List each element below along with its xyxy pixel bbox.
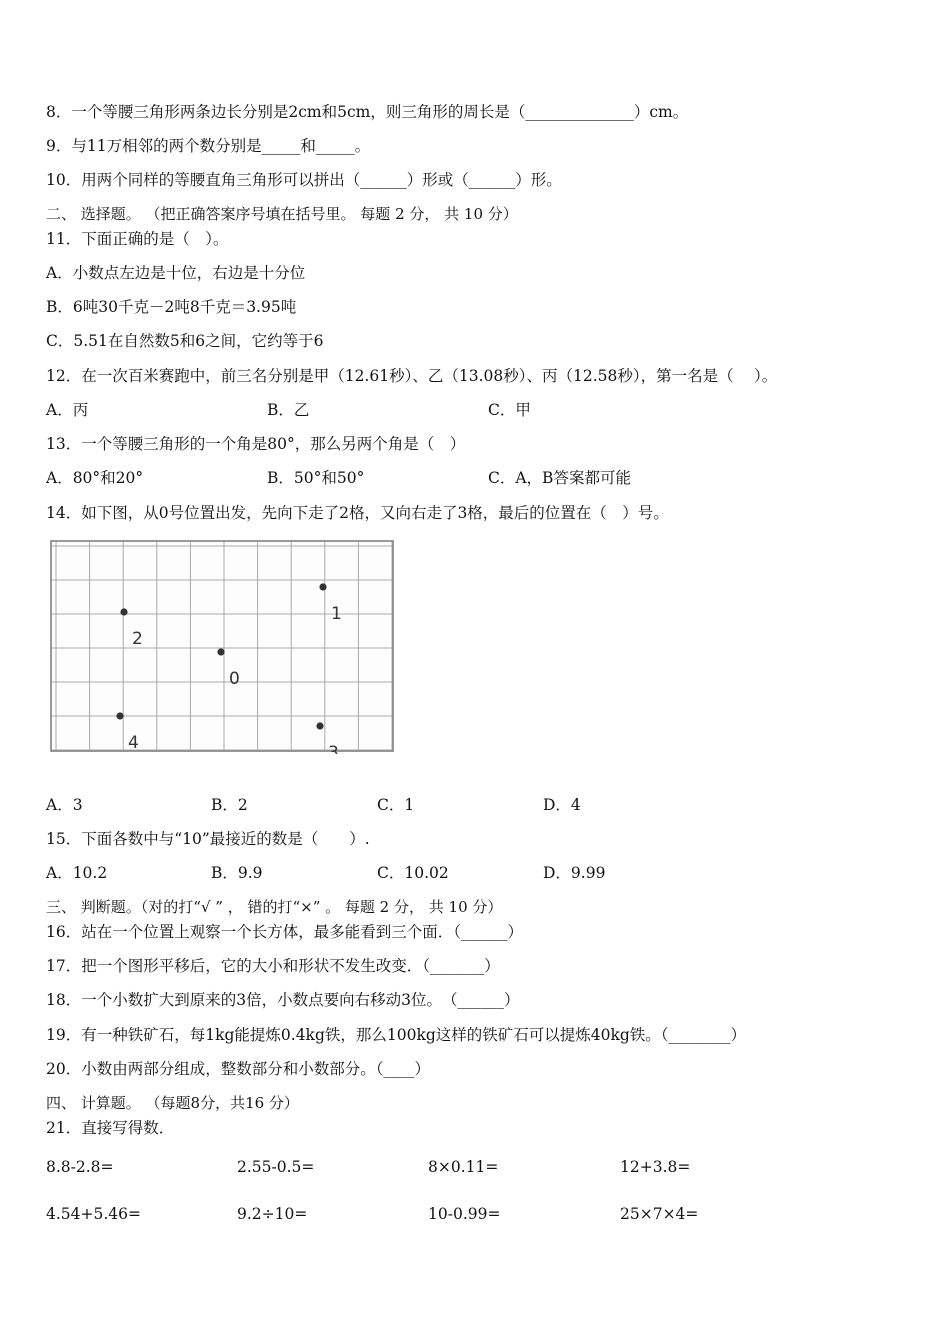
question-14-option-c: C．1 — [377, 796, 415, 814]
question-15-option-c: C．10.02 — [377, 864, 449, 882]
question-13-option-c: C．A，B答案都可能 — [488, 469, 631, 487]
calc-2-1: 4.54+5.46= — [46, 1205, 141, 1223]
grid-point-label-2: 2 — [132, 629, 143, 649]
section-2-heading: 二、 选择题。 （把正确答案序号填在括号里。 每题 2 分， 共 10 分） — [46, 205, 518, 223]
question-13-option-a: A．80°和20° — [46, 469, 144, 487]
calc-1-1: 8.8-2.8= — [46, 1158, 114, 1176]
question-18: 18．一个小数扩大到原来的3倍，小数点要向右移动3位。 （______） — [46, 991, 520, 1009]
section-4-heading: 四、 计算题。 （每题8分，共16 分） — [46, 1094, 299, 1112]
question-14-option-d: D．4 — [543, 796, 581, 814]
calc-1-2: 2.55-0.5= — [237, 1158, 315, 1176]
calc-2-2: 9.2÷10= — [237, 1205, 308, 1223]
question-13: 13．一个等腰三角形的一个角是80°，那么另两个角是（ ） — [46, 435, 466, 453]
grid-point-label-0: 0 — [229, 669, 240, 689]
question-12-option-a: A．丙 — [46, 401, 89, 419]
grid-point-label-3: 3 — [328, 743, 339, 754]
question-14-option-b: B．2 — [211, 796, 248, 814]
calc-2-4: 25×7×4= — [620, 1205, 699, 1223]
question-21: 21．直接写得数． — [46, 1119, 175, 1137]
grid-point-0 — [217, 648, 224, 655]
question-9: 9．与11万相邻的两个数分别是_____和_____。 — [46, 137, 371, 155]
question-14: 14．如下图，从0号位置出发，先向下走了2格，又向右走了3格，最后的位置在（ ）号。 — [46, 504, 669, 522]
question-16: 16．站在一个位置上观察一个长方体，最多能看到三个面．（______） — [46, 923, 523, 941]
question-11-option-c: C．5.51在自然数5和6之间，它约等于6 — [46, 332, 324, 350]
grid-point-label-4: 4 — [128, 733, 139, 753]
calc-1-4: 12+3.8= — [620, 1158, 691, 1176]
question-12-option-b: B．乙 — [267, 401, 310, 419]
question-11: 11．下面正确的是（ ）。 — [46, 230, 229, 248]
question-15-option-b: B．9.9 — [211, 864, 263, 882]
question-19: 19．有一种铁矿石，每1kg能提炼0.4kg铁，那么100kg这样的铁矿石可以提炼40kg铁。（________） — [46, 1026, 747, 1044]
question-11-option-b: B．6吨30千克－2吨8千克＝3.95吨 — [46, 298, 297, 316]
calc-2-3: 10-0.99= — [428, 1205, 501, 1223]
grid-point-label-1: 1 — [331, 604, 342, 624]
question-11-option-a: A．小数点左边是十位，右边是十分位 — [46, 264, 306, 282]
calc-1-3: 8×0.11= — [428, 1158, 499, 1176]
question-8: 8．一个等腰三角形两条边长分别是2cm和5cm，则三角形的周长是（______________）cm。 — [46, 103, 689, 121]
section-3-heading: 三、 判断题。（对的打“√ ” ， 错的打“×” 。 每题 2 分， 共 10 分） — [46, 898, 503, 916]
grid-point-2 — [120, 608, 127, 615]
question-17: 17．把一个图形平移后，它的大小和形状不发生改变．（_______） — [46, 957, 500, 975]
question-20: 20．小数由两部分组成，整数部分和小数部分。（____） — [46, 1060, 430, 1078]
question-15-option-a: A．10.2 — [46, 864, 108, 882]
grid-point-3 — [316, 722, 323, 729]
question-10: 10．用两个同样的等腰直角三角形可以拼出（______）形或（______）形。 — [46, 171, 562, 189]
grid-point-1 — [319, 583, 326, 590]
question-12: 12．在一次百米赛跑中，前三名分别是甲（12.61秒）、乙（13.08秒）、丙（12.58秒），第一名是（ ）。 — [46, 367, 778, 385]
question-14-option-a: A．3 — [46, 796, 83, 814]
question-15-option-d: D．9.99 — [543, 864, 606, 882]
question-13-option-b: B．50°和50° — [267, 469, 365, 487]
grid-svg — [50, 540, 396, 754]
grid-point-4 — [116, 712, 123, 719]
grid-figure — [50, 540, 396, 758]
question-12-option-c: C．甲 — [488, 401, 531, 419]
question-15: 15．下面各数中与“10”最接近的数是（ ）. — [46, 830, 370, 848]
